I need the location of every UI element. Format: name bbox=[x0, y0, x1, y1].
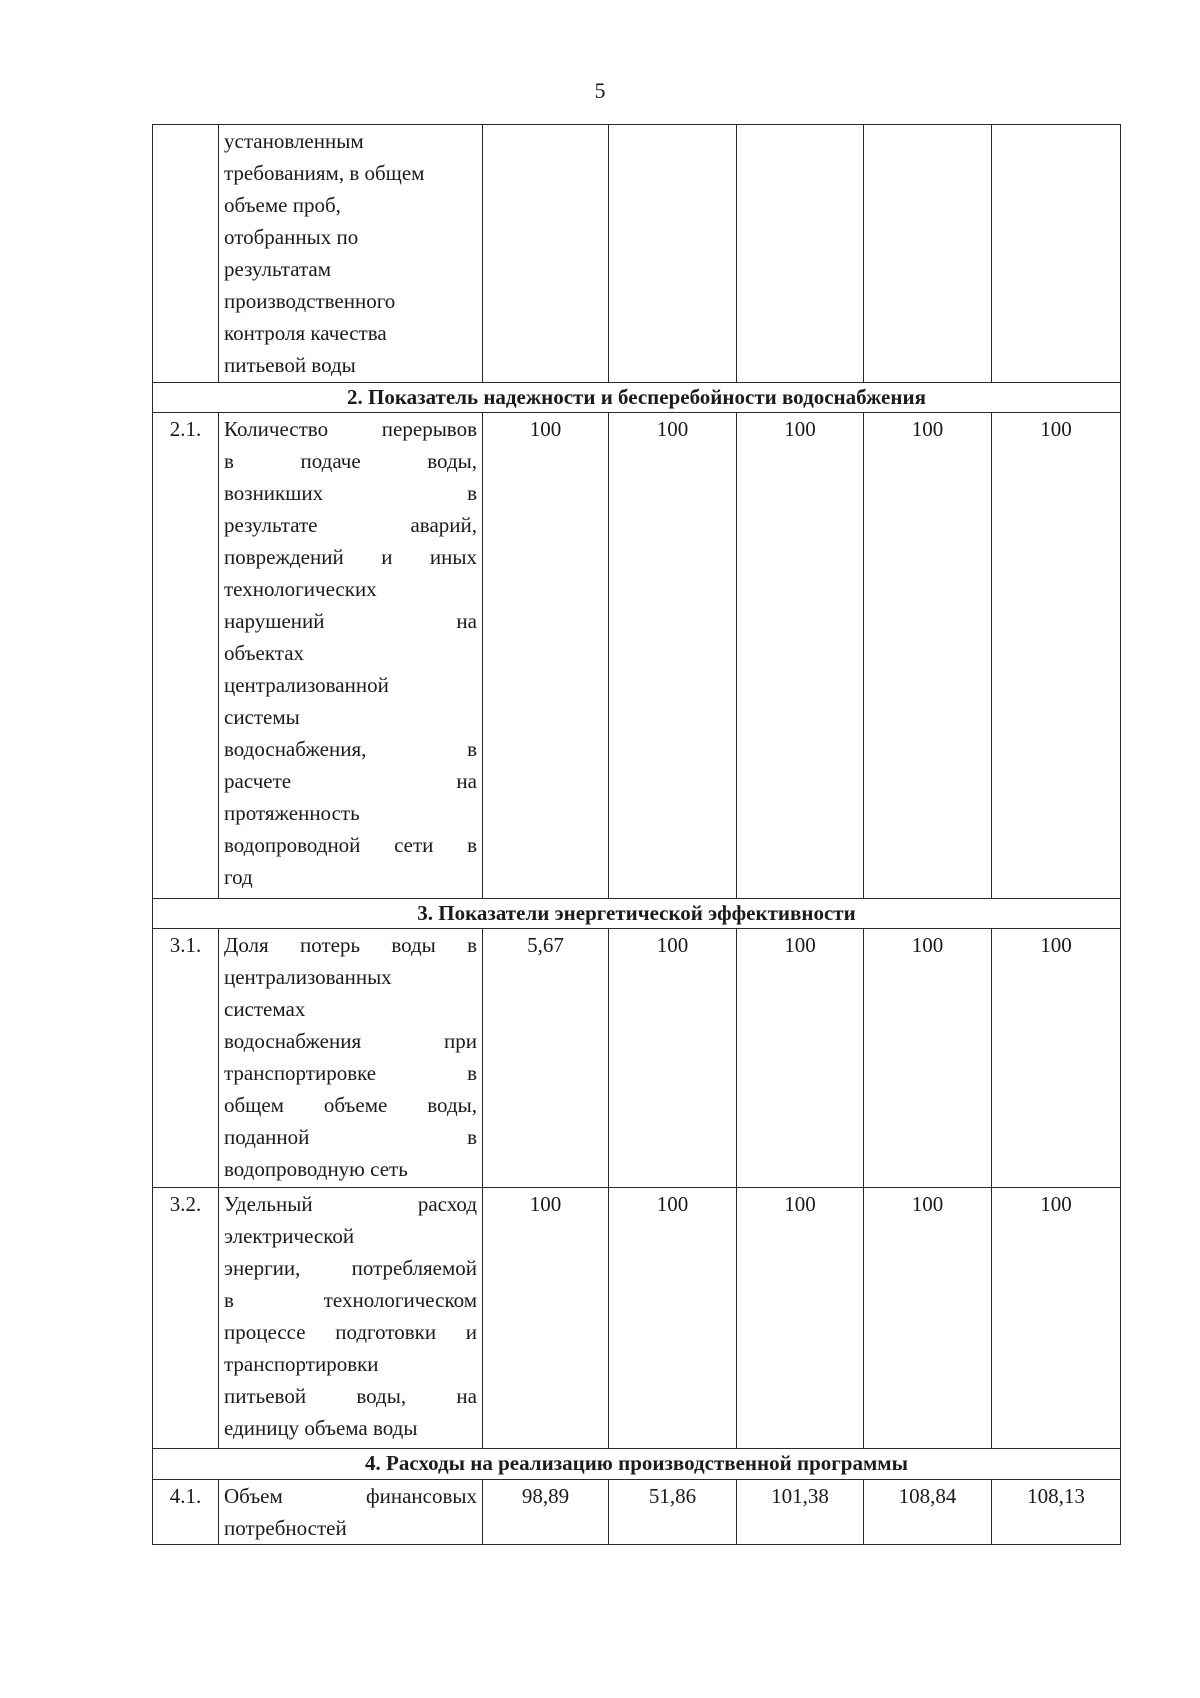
description-line: Удельный расход bbox=[224, 1192, 477, 1216]
description-line: водопроводную сеть bbox=[224, 1157, 408, 1181]
description-line: водопроводной сети в bbox=[224, 833, 477, 857]
value-cell: 100 bbox=[992, 1188, 1121, 1449]
description-line: питьевой воды bbox=[224, 353, 356, 377]
value-cell: 100 bbox=[483, 1188, 609, 1449]
description-line: Объем финансовых bbox=[224, 1484, 477, 1508]
row-description bbox=[219, 125, 483, 383]
description-line: процессе подготовки и bbox=[224, 1320, 477, 1344]
value-cell: 98,89 bbox=[483, 1480, 609, 1545]
description-line: системах bbox=[224, 997, 306, 1021]
table-row bbox=[153, 1188, 1121, 1449]
value-cell: 108,84 bbox=[864, 1480, 992, 1545]
description-line: централизованной bbox=[224, 673, 389, 697]
description-line: год bbox=[224, 865, 253, 889]
description-line: водоснабжения при bbox=[224, 1029, 477, 1053]
row-description bbox=[219, 1480, 483, 1545]
description-line: централизованных bbox=[224, 965, 392, 989]
description-line: потребностей bbox=[224, 1516, 347, 1540]
description-line: контроля качества bbox=[224, 321, 387, 345]
description-line: Количество перерывов bbox=[224, 417, 477, 441]
description-line: транспортировки bbox=[224, 1352, 379, 1376]
section-header-row bbox=[153, 1449, 1121, 1480]
value-cell: 100 bbox=[609, 413, 737, 899]
value-cell: 100 bbox=[483, 413, 609, 899]
page-number: 5 bbox=[594, 78, 606, 103]
description-line: транспортировке в bbox=[224, 1061, 477, 1085]
row-description bbox=[219, 413, 483, 899]
value-cell: 100 bbox=[864, 413, 992, 899]
description-line: установленным bbox=[224, 129, 364, 153]
description-line: объеме проб, bbox=[224, 193, 341, 217]
section-title: 4. Расходы на реализацию производственной программы bbox=[153, 1449, 1121, 1480]
value-cell bbox=[864, 125, 992, 383]
value-cell: 101,38 bbox=[737, 1480, 864, 1545]
description-line: технологических bbox=[224, 577, 377, 601]
description-line: поданной в bbox=[224, 1125, 477, 1149]
indicators-table bbox=[152, 124, 1121, 1545]
table-row bbox=[153, 929, 1121, 1188]
value-cell: 100 bbox=[737, 413, 864, 899]
table-row bbox=[153, 413, 1121, 899]
row-number: 2.1. bbox=[153, 413, 219, 899]
description-line: питьевой воды, на bbox=[224, 1384, 477, 1408]
section-header-row bbox=[153, 899, 1121, 929]
description-line: энергии, потребляемой bbox=[224, 1256, 477, 1280]
row-number: 4.1. bbox=[153, 1480, 219, 1545]
description-line: протяженность bbox=[224, 801, 360, 825]
value-cell: 100 bbox=[992, 929, 1121, 1188]
value-cell: 100 bbox=[864, 929, 992, 1188]
section-title: 3. Показатели энергетической эффективности bbox=[153, 899, 1121, 929]
value-cell: 51,86 bbox=[609, 1480, 737, 1545]
description-line: производственного bbox=[224, 289, 396, 313]
table-row-continuation bbox=[153, 125, 1121, 383]
description-line: Доля потерь воды в bbox=[224, 933, 477, 957]
value-cell: 100 bbox=[609, 1188, 737, 1449]
row-description bbox=[219, 929, 483, 1188]
description-line: результате аварий, bbox=[224, 513, 477, 537]
description-line: в технологическом bbox=[224, 1288, 477, 1312]
value-cell bbox=[609, 125, 737, 383]
value-cell: 100 bbox=[737, 1188, 864, 1449]
description-line: расчете на bbox=[224, 769, 477, 793]
description-line: объектах bbox=[224, 641, 305, 665]
value-cell: 100 bbox=[737, 929, 864, 1188]
value-cell: 100 bbox=[992, 413, 1121, 899]
value-cell: 5,67 bbox=[483, 929, 609, 1188]
description-line: электрической bbox=[224, 1224, 355, 1248]
description-line: в подаче воды, bbox=[224, 449, 477, 473]
value-cell: 100 bbox=[609, 929, 737, 1188]
description-line: системы bbox=[224, 705, 300, 729]
description-line: требованиям, в общем bbox=[224, 161, 425, 185]
section-title: 2. Показатель надежности и бесперебойности водоснабжения bbox=[153, 383, 1121, 413]
description-line: повреждений и иных bbox=[224, 545, 477, 569]
value-cell bbox=[483, 125, 609, 383]
row-description bbox=[219, 1188, 483, 1449]
row-number: 3.2. bbox=[153, 1188, 219, 1449]
description-line: общем объеме воды, bbox=[224, 1093, 477, 1117]
description-line: нарушений на bbox=[224, 609, 477, 633]
section-header-row bbox=[153, 383, 1121, 413]
description-line: отобранных по bbox=[224, 225, 359, 249]
row-number: 3.1. bbox=[153, 929, 219, 1188]
row-number-cell bbox=[153, 125, 219, 383]
description-line: единицу объема воды bbox=[224, 1416, 418, 1440]
description-line: результатам bbox=[224, 257, 332, 281]
value-cell: 108,13 bbox=[992, 1480, 1121, 1545]
value-cell bbox=[992, 125, 1121, 383]
description-line: водоснабжения, в bbox=[224, 737, 477, 761]
value-cell bbox=[737, 125, 864, 383]
description-line: возникших в bbox=[224, 481, 477, 505]
table-row bbox=[153, 1480, 1121, 1545]
value-cell: 100 bbox=[864, 1188, 992, 1449]
